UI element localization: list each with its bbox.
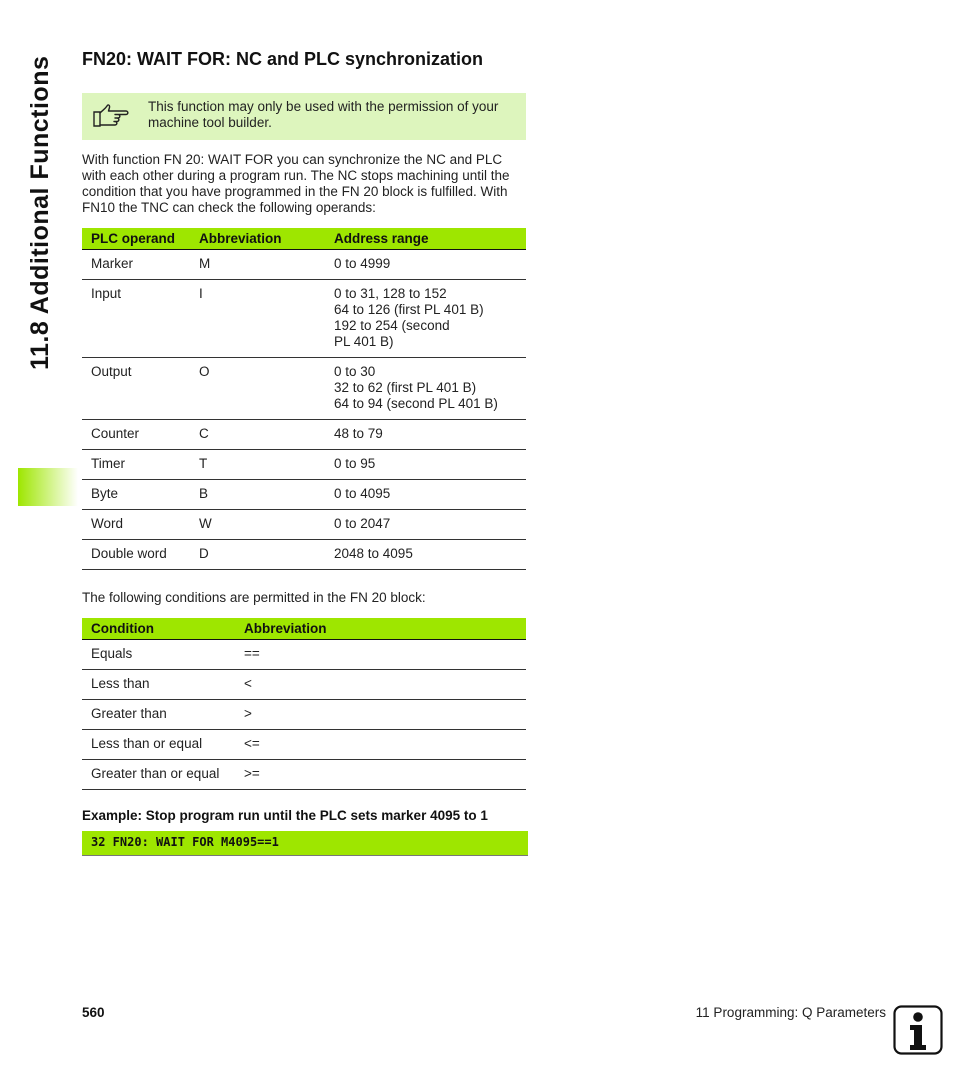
section-heading: FN20: WAIT FOR: NC and PLC synchronization — [82, 49, 484, 69]
condition-cell: Less than — [82, 670, 235, 700]
abbreviation-cell: > — [235, 700, 526, 730]
operand-cell: Input — [82, 280, 190, 358]
abbreviation-cell: T — [190, 450, 325, 480]
table-header-row — [82, 228, 526, 250]
table-row — [82, 480, 526, 510]
intro-paragraph: With function FN 20: WAIT FOR you can synchronize the NC and PLC with each other during a program run. The NC stops machining until the condition that you have programmed in the FN 20 block is fulfilled. With FN10 the TNC can check the following operands: — [82, 152, 510, 215]
table-header-row — [82, 618, 526, 640]
condition-cell: Greater than or equal — [82, 760, 235, 790]
table-row — [82, 450, 526, 480]
example-code-block — [82, 831, 528, 856]
table-row — [82, 700, 526, 730]
condition-cell: Equals — [82, 640, 235, 670]
abbreviation-cell: D — [190, 540, 325, 570]
chapter-footer-label: 11 Programming: Q Parameters — [695, 1005, 886, 1020]
abbreviation-cell: B — [190, 480, 325, 510]
abbreviation-cell: M — [190, 250, 325, 280]
address-range-cell: 48 to 79 — [325, 420, 526, 450]
plc-operand-table — [82, 228, 526, 570]
table-row — [82, 730, 526, 760]
table-row — [82, 670, 526, 700]
operand-cell: Marker — [82, 250, 190, 280]
abbreviation-cell: < — [235, 670, 526, 700]
abbreviation-cell: I — [190, 280, 325, 358]
address-range-cell: 2048 to 4095 — [325, 540, 526, 570]
address-range-cell: 0 to 4095 — [325, 480, 526, 510]
abbreviation-cell: W — [190, 510, 325, 540]
info-icon — [893, 1005, 943, 1055]
table-row — [82, 358, 526, 420]
address-range-cell: 0 to 30 32 to 62 (first PL 401 B) 64 to 94 (second PL 401 B) — [325, 358, 526, 420]
condition-cell: Less than or equal — [82, 730, 235, 760]
page-number: 560 — [82, 1005, 105, 1020]
table-row — [82, 760, 526, 790]
address-range-cell: 0 to 2047 — [325, 510, 526, 540]
abbreviation-cell: <= — [235, 730, 526, 760]
chapter-tab-marker — [18, 468, 78, 506]
address-range-cell: 0 to 4999 — [325, 250, 526, 280]
condition-cell: Greater than — [82, 700, 235, 730]
note-box — [82, 93, 526, 140]
table-row — [82, 510, 526, 540]
operand-cell: Byte — [82, 480, 190, 510]
example-title: Example: Stop program run until the PLC sets marker 4095 to 1 — [82, 808, 488, 823]
abbreviation-cell: C — [190, 420, 325, 450]
operand-cell: Double word — [82, 540, 190, 570]
note-text: This function may only be used with the permission of your machine tool builder. — [148, 99, 499, 130]
column-header: Abbreviation — [190, 228, 325, 250]
table-row — [82, 540, 526, 570]
table-row — [82, 280, 526, 358]
column-header: Abbreviation — [235, 618, 526, 640]
abbreviation-cell: O — [190, 358, 325, 420]
table-row — [82, 420, 526, 450]
conditions-intro: The following conditions are permitted in the FN 20 block: — [82, 590, 426, 605]
operand-cell: Output — [82, 358, 190, 420]
address-range-cell: 0 to 95 — [325, 450, 526, 480]
table-row — [82, 250, 526, 280]
pointing-hand-icon — [92, 103, 130, 129]
table-row — [82, 640, 526, 670]
operand-cell: Word — [82, 510, 190, 540]
column-header: Condition — [82, 618, 235, 640]
operand-cell: Counter — [82, 420, 190, 450]
condition-table — [82, 618, 526, 790]
address-range-cell: 0 to 31, 128 to 152 64 to 126 (first PL 401 B) 192 to 254 (second PL 401 B) — [325, 280, 526, 358]
column-header: Address range — [325, 228, 526, 250]
column-header: PLC operand — [82, 228, 190, 250]
chapter-side-title: 11.8 Additional Functions — [26, 55, 54, 370]
abbreviation-cell: == — [235, 640, 526, 670]
operand-cell: Timer — [82, 450, 190, 480]
abbreviation-cell: >= — [235, 760, 526, 790]
example-code: 32 FN20: WAIT FOR M4095==1 — [91, 835, 279, 849]
